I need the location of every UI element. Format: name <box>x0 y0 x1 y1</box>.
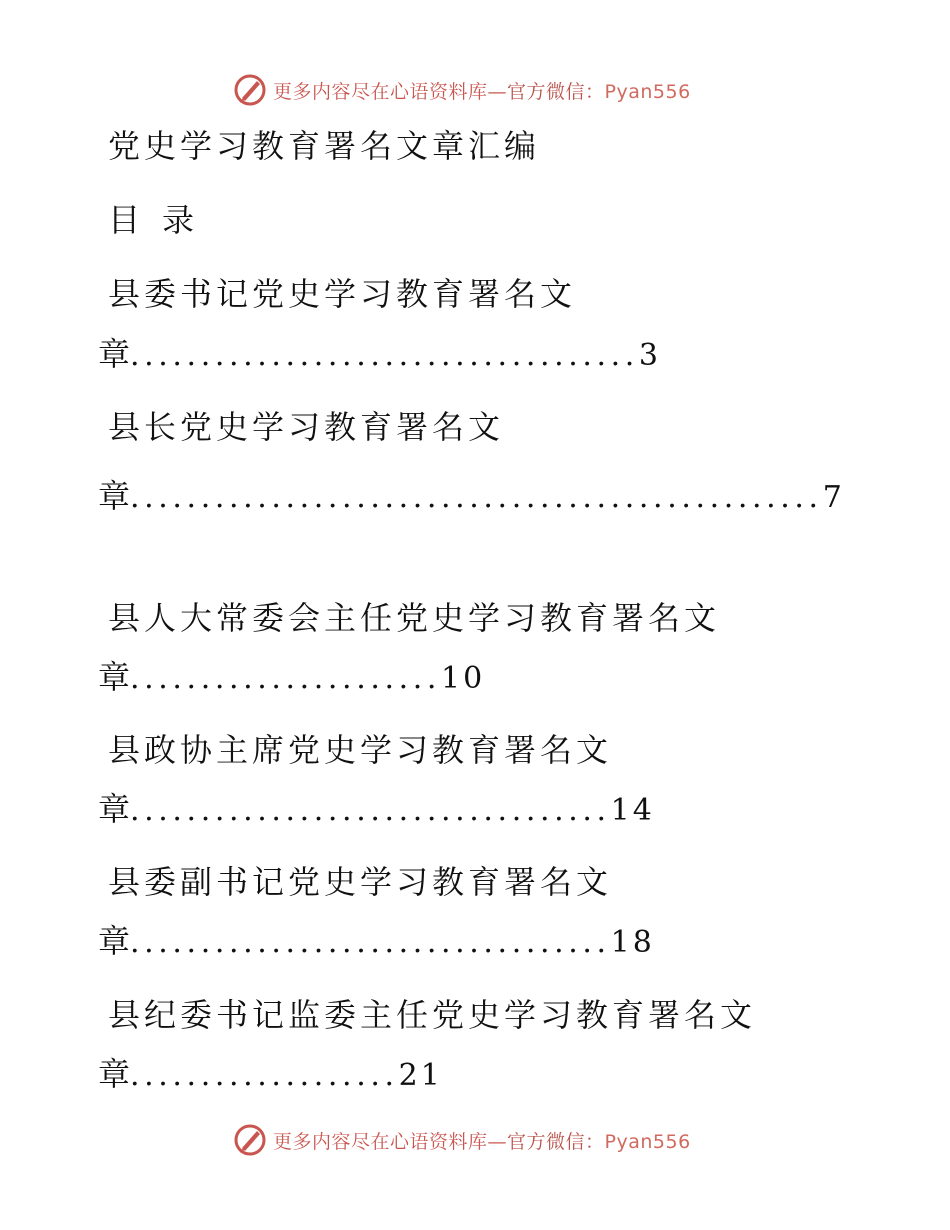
banner-text <box>273 77 691 104</box>
banner-dash: — <box>487 1130 508 1153</box>
toc-entry-title[interactable]: 县人大常委会主任党史学习教育署名文 <box>108 599 721 637</box>
toc-entry-tail: 章 <box>98 658 131 696</box>
toc-entry-leader[interactable] <box>98 921 655 963</box>
toc-leader-dots: .................................. <box>130 793 611 828</box>
toc-entry-tail: 章 <box>98 1055 131 1093</box>
toc-heading <box>108 200 194 240</box>
toc-entry-title[interactable]: 县委副书记党史学习教育署名文 <box>108 863 613 901</box>
toc-entry-leader[interactable] <box>98 1054 443 1096</box>
toc-leader-dots: .................................... <box>130 338 639 373</box>
toc-entry-title[interactable]: 县政协主席党史学习教育署名文 <box>108 731 613 769</box>
toc-entry-title[interactable]: 县长党史学习教育署名文 <box>108 408 505 446</box>
toc-entry-leader[interactable] <box>98 466 850 528</box>
pen-logo-icon <box>233 1123 267 1157</box>
toc-entry-tail: 章 <box>98 922 131 960</box>
toc-entry-leader[interactable] <box>98 789 655 831</box>
footer-banner <box>233 1122 691 1158</box>
toc-entry-leader[interactable] <box>98 334 661 376</box>
header-banner <box>233 72 691 108</box>
pen-logo-icon <box>233 73 267 107</box>
toc-page-number: 14 <box>610 793 655 828</box>
toc-leader-dots: ................... <box>130 1058 399 1093</box>
banner-wechat-label: 官方微信： <box>507 80 605 103</box>
toc-leader-dots: .................................. <box>130 925 611 960</box>
banner-text <box>273 1127 691 1154</box>
banner-wechat-label: 官方微信： <box>507 1130 605 1153</box>
banner-main-text: 更多内容尽在心语资料库 <box>273 1130 488 1153</box>
toc-heading-part-1: 目 <box>108 201 141 239</box>
toc-entry-tail: 章 <box>98 477 131 515</box>
toc-entry-tail: 章 <box>98 335 131 373</box>
toc-page-number: 18 <box>610 925 655 960</box>
toc-entry-title[interactable]: 县委书记党史学习教育署名文 <box>108 275 577 313</box>
document-title: 党史学习教育署名文章汇编 <box>108 127 541 165</box>
toc-page-number: 21 <box>398 1058 443 1093</box>
toc-entry-tail: 章 <box>98 790 131 828</box>
toc-leader-dots: ................................................. <box>130 480 823 515</box>
toc-heading-part-2: 录 <box>162 201 195 239</box>
toc-leader-dots: ...................... <box>130 661 442 696</box>
banner-main-text: 更多内容尽在心语资料库 <box>273 80 488 103</box>
banner-wechat-id: Pyan556 <box>604 80 691 103</box>
toc-entry-title[interactable]: 县纪委书记监委主任党史学习教育署名文 <box>108 996 757 1034</box>
toc-page-number: 7 <box>822 480 845 515</box>
toc-entry-leader[interactable] <box>98 657 485 699</box>
toc-page-number: 10 <box>441 661 486 696</box>
banner-dash: — <box>487 80 508 103</box>
toc-page-number: 3 <box>638 338 662 373</box>
banner-wechat-id: Pyan556 <box>604 1130 691 1153</box>
